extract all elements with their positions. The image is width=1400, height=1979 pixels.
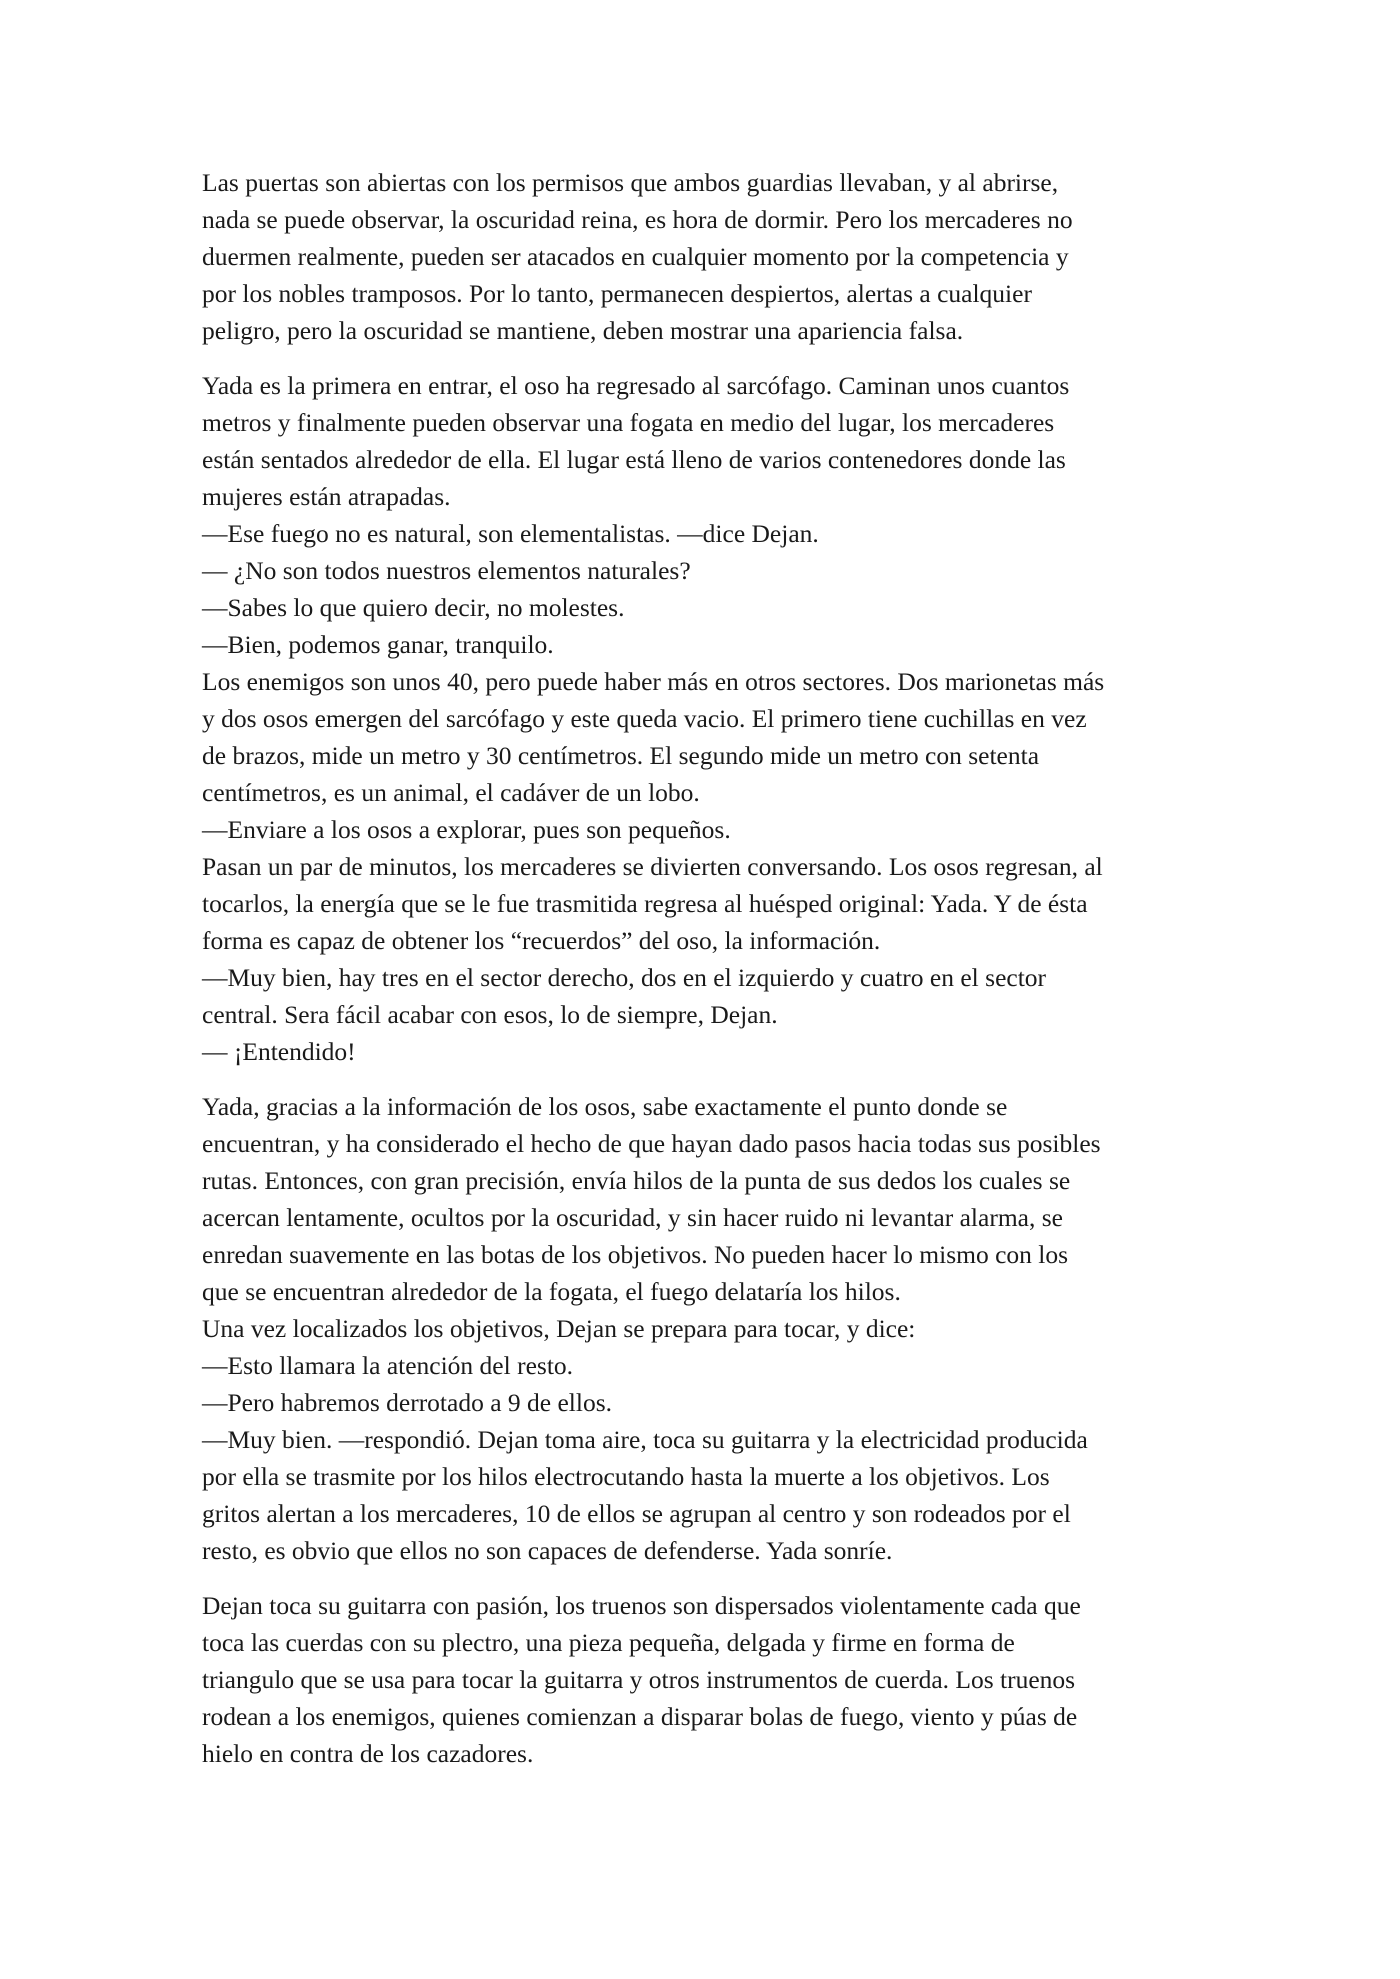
text-line: rutas. Entonces, con gran precisión, envía hilos de la punta de sus dedos los cuales se [202, 1166, 1071, 1195]
paragraph-3 [202, 1088, 1202, 1569]
text-line: rodean a los enemigos, quienes comienzan a disparar bolas de fuego, viento y púas de [202, 1702, 1078, 1731]
text-line: por ella se trasmite por los hilos electrocutando hasta la muerte a los objetivos. Los [202, 1462, 1050, 1491]
dialogue-line: —Muy bien, hay tres en el sector derecho, dos en el izquierdo y cuatro en el sector [202, 963, 1047, 992]
dialogue-line: —Muy bien. —respondió. Dejan toma aire, toca su guitarra y la electricidad producida [202, 1425, 1088, 1454]
text-line: de brazos, mide un metro y 30 centímetros. El segundo mide un metro con setenta [202, 741, 1040, 770]
text-line: y dos osos emergen del sarcófago y este queda vacio. El primero tiene cuchillas en vez [202, 704, 1087, 733]
text-line: que se encuentran alrededor de la fogata, el fuego delataría los hilos. [202, 1277, 901, 1306]
dialogue-line: — ¿No son todos nuestros elementos naturales? [202, 556, 691, 585]
dialogue-line: —Enviare a los osos a explorar, pues son pequeños. [202, 815, 731, 844]
text-line: Pasan un par de minutos, los mercaderes se divierten conversando. Los osos regresan, al [202, 852, 1103, 881]
text-line: hielo en contra de los cazadores. [202, 1739, 534, 1768]
dialogue-line: —Pero habremos derrotado a 9 de ellos. [202, 1388, 613, 1417]
text-line: Las puertas son abiertas con los permisos que ambos guardias llevaban, y al abrirse, [202, 168, 1059, 197]
dialogue-line: central. Sera fácil acabar con esos, lo de siempre, Dejan. [202, 1000, 778, 1029]
text-line: triangulo que se usa para tocar la guitarra y otros instrumentos de cuerda. Los truenos [202, 1665, 1076, 1694]
document-page [202, 164, 1202, 1790]
text-line: gritos alertan a los mercaderes, 10 de ellos se agrupan al centro y son rodeados por el [202, 1499, 1071, 1528]
paragraph-1 [202, 164, 1202, 349]
text-line: toca las cuerdas con su plectro, una pieza pequeña, delgada y firme en forma de [202, 1628, 1015, 1657]
text-line: Los enemigos son unos 40, pero puede haber más en otros sectores. Dos marionetas más [202, 667, 1105, 696]
text-line: Dejan toca su guitarra con pasión, los truenos son dispersados violentamente cada que [202, 1591, 1081, 1620]
text-line: tocarlos, la energía que se le fue trasmitida regresa al huésped original: Yada. Y de ésta [202, 889, 1088, 918]
text-line: Yada, gracias a la información de los osos, sabe exactamente el punto donde se [202, 1092, 1008, 1121]
text-line: forma es capaz de obtener los “recuerdos” del oso, la información. [202, 926, 881, 955]
dialogue-line: —Ese fuego no es natural, son elementalistas. —dice Dejan. [202, 519, 819, 548]
dialogue-line: —Sabes lo que quiero decir, no molestes. [202, 593, 625, 622]
paragraph-2 [202, 367, 1202, 1070]
text-line: Yada es la primera en entrar, el oso ha regresado al sarcófago. Caminan unos cuantos [202, 371, 1070, 400]
text-line: nada se puede observar, la oscuridad reina, es hora de dormir. Pero los mercaderes no [202, 205, 1073, 234]
text-line: están sentados alrededor de ella. El lugar está lleno de varios contenedores donde las [202, 445, 1066, 474]
text-line: acercan lentamente, ocultos por la oscuridad, y sin hacer ruido ni levantar alarma, se [202, 1203, 1063, 1232]
text-line: centímetros, es un animal, el cadáver de un lobo. [202, 778, 700, 807]
text-line: mujeres están atrapadas. [202, 482, 451, 511]
text-line: enredan suavemente en las botas de los objetivos. No pueden hacer lo mismo con los [202, 1240, 1069, 1269]
dialogue-line: —Esto llamara la atención del resto. [202, 1351, 574, 1380]
text-line: encuentran, y ha considerado el hecho de que hayan dado pasos hacia todas sus posibles [202, 1129, 1101, 1158]
dialogue-line: — ¡Entendido! [202, 1037, 356, 1066]
paragraph-4 [202, 1587, 1202, 1772]
text-line: duermen realmente, pueden ser atacados en cualquier momento por la competencia y [202, 242, 1069, 271]
text-line: metros y finalmente pueden observar una fogata en medio del lugar, los mercaderes [202, 408, 1055, 437]
text-line: resto, es obvio que ellos no son capaces de defenderse. Yada sonríe. [202, 1536, 893, 1565]
text-line: peligro, pero la oscuridad se mantiene, deben mostrar una apariencia falsa. [202, 316, 964, 345]
text-line: Una vez localizados los objetivos, Dejan se prepara para tocar, y dice: [202, 1314, 916, 1343]
text-line: por los nobles tramposos. Por lo tanto, permanecen despiertos, alertas a cualquier [202, 279, 1032, 308]
dialogue-line: —Bien, podemos ganar, tranquilo. [202, 630, 554, 659]
